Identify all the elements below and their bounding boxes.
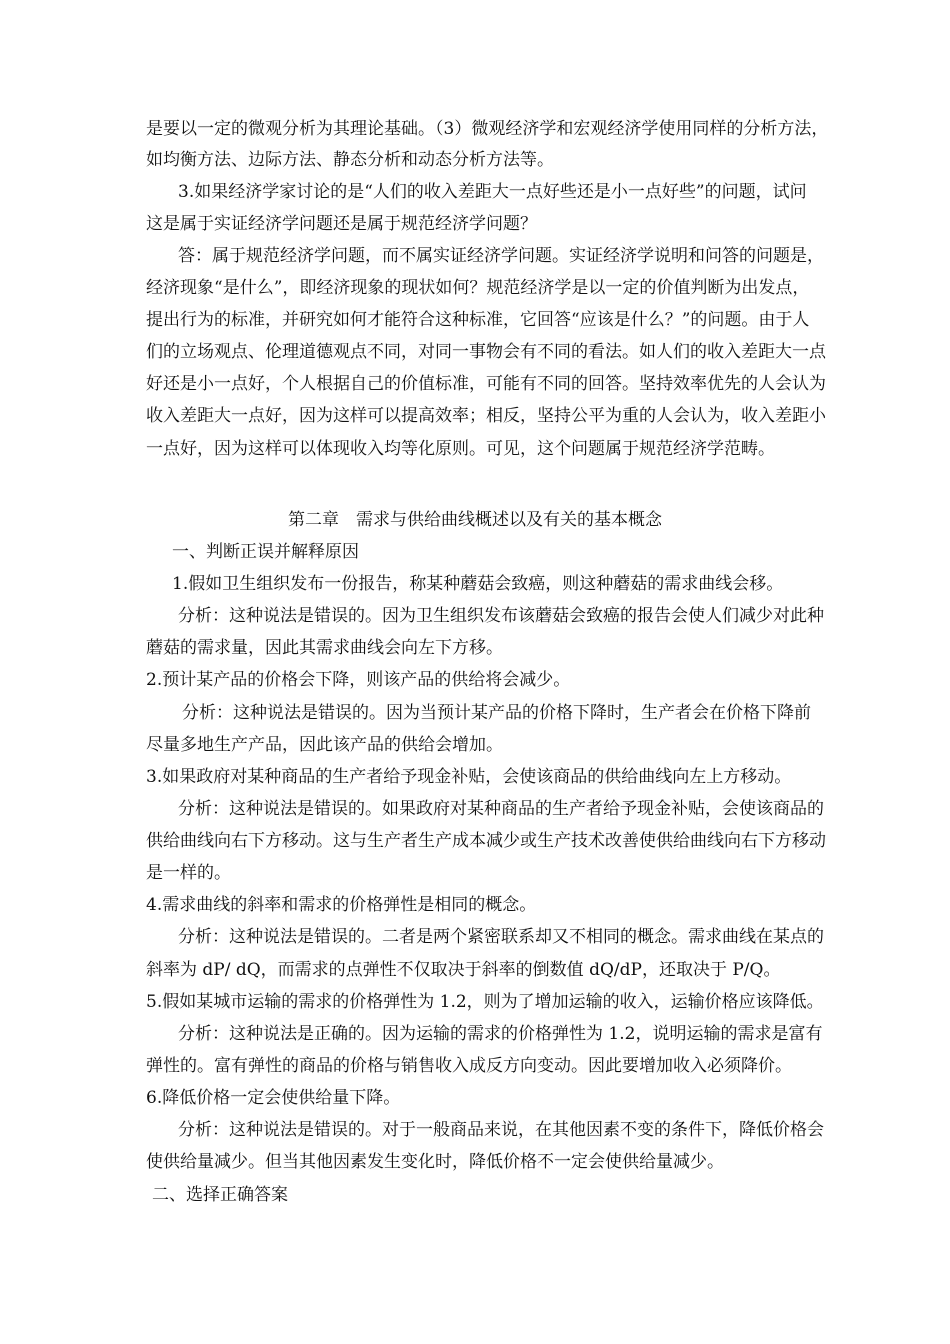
item-line: 3.如果政府对某种商品的生产者给予现金补贴，会使该商品的供给曲线向左上方移动。: [146, 767, 792, 787]
analysis-line: 分析：这种说法是错误的。对于一般商品来说，在其他因素不变的条件下，降低价格会: [178, 1120, 824, 1140]
answer-line: 提出行为的标准，并研究如何才能符合这种标准，它回答“应该是什么？”的问题。由于人: [146, 310, 810, 330]
paragraph-line: 如均衡方法、边际方法、静态分析和动态分析方法等。: [146, 150, 554, 170]
question-line: 3.如果经济学家讨论的是“人们的收入差距大一点好些还是小一点好些”的问题，试问: [178, 182, 807, 202]
analysis-line: 分析：这种说法是错误的。因为卫生组织发布该蘑菇会致癌的报告会使人们减少对此种: [178, 606, 824, 626]
answer-line: 收入差距大一点好，因为这样可以提高效率；相反，坚持公平为重的人会认为，收入差距小: [146, 406, 826, 426]
section-heading: 二、选择正确答案: [152, 1185, 288, 1205]
question-line: 这是属于实证经济学问题还是属于规范经济学问题？: [146, 214, 537, 234]
analysis-line: 分析：这种说法是错误的。如果政府对某种商品的生产者给予现金补贴，会使该商品的: [178, 799, 824, 819]
item-line: 5.假如某城市运输的需求的价格弹性为 1.2，则为了增加运输的收入，运输价格应该降低。: [146, 992, 824, 1012]
analysis-line: 弹性的。富有弹性的商品的价格与销售收入成反方向变动。因此要增加收入必须降价。: [146, 1056, 792, 1076]
answer-line: 经济现象“是什么”，即经济现象的现状如何？规范经济学是以一定的价值判断为出发点，: [146, 278, 810, 298]
analysis-line: 是一样的。: [146, 863, 231, 883]
item-line: 6.降低价格一定会使供给量下降。: [146, 1088, 401, 1108]
answer-line: 们的立场观点、伦理道德观点不同，对同一事物会有不同的看法。如人们的收入差距大一点: [146, 342, 826, 362]
analysis-line: 使供给量减少。但当其他因素发生变化时，降低价格不一定会使供给量减少。: [146, 1152, 724, 1172]
answer-line: 答：属于规范经济学问题，而不属实证经济学问题。实证经济学说明和问答的问题是，: [178, 246, 824, 266]
analysis-line: 蘑菇的需求量，因此其需求曲线会向左下方移。: [146, 638, 503, 658]
chapter-title: 第二章 需求与供给曲线概述以及有关的基本概念: [288, 510, 662, 530]
answer-line: 好还是小一点好，个人根据自己的价值标准，可能有不同的回答。坚持效率优先的人会认为: [146, 374, 826, 394]
paragraph-line: 是要以一定的微观分析为其理论基础。（3）微观经济学和宏观经济学使用同样的分析方法，: [146, 119, 829, 139]
analysis-line: 尽量多地生产产品，因此该产品的供给会增加。: [146, 735, 503, 755]
item-line: 1.假如卫生组织发布一份报告，称某种蘑菇会致癌，则这种蘑菇的需求曲线会移。: [172, 574, 784, 594]
analysis-line: 斜率为 dP/ dQ，而需求的点弹性不仅取决于斜率的倒数值 dQ/dP，还取决于 P/Q。: [146, 960, 781, 980]
analysis-line: 分析：这种说法是错误的。因为当预计某产品的价格下降时，生产者会在价格下降前: [182, 703, 811, 723]
analysis-line: 分析：这种说法是错误的。二者是两个紧密联系却又不相同的概念。需求曲线在某点的: [178, 927, 824, 947]
item-line: 4.需求曲线的斜率和需求的价格弹性是相同的概念。: [146, 895, 537, 915]
analysis-line: 供给曲线向右下方移动。这与生产者生产成本减少或生产技术改善使供给曲线向右下方移动: [146, 831, 826, 851]
analysis-line: 分析：这种说法是正确的。因为运输的需求的价格弹性为 1.2，说明运输的需求是富有: [178, 1024, 823, 1044]
section-heading: 一、判断正误并解释原因: [172, 542, 359, 562]
item-line: 2.预计某产品的价格会下降，则该产品的供给将会减少。: [146, 670, 571, 690]
answer-line: 一点好，因为这样可以体现收入均等化原则。可见，这个问题属于规范经济学范畴。: [146, 439, 775, 459]
